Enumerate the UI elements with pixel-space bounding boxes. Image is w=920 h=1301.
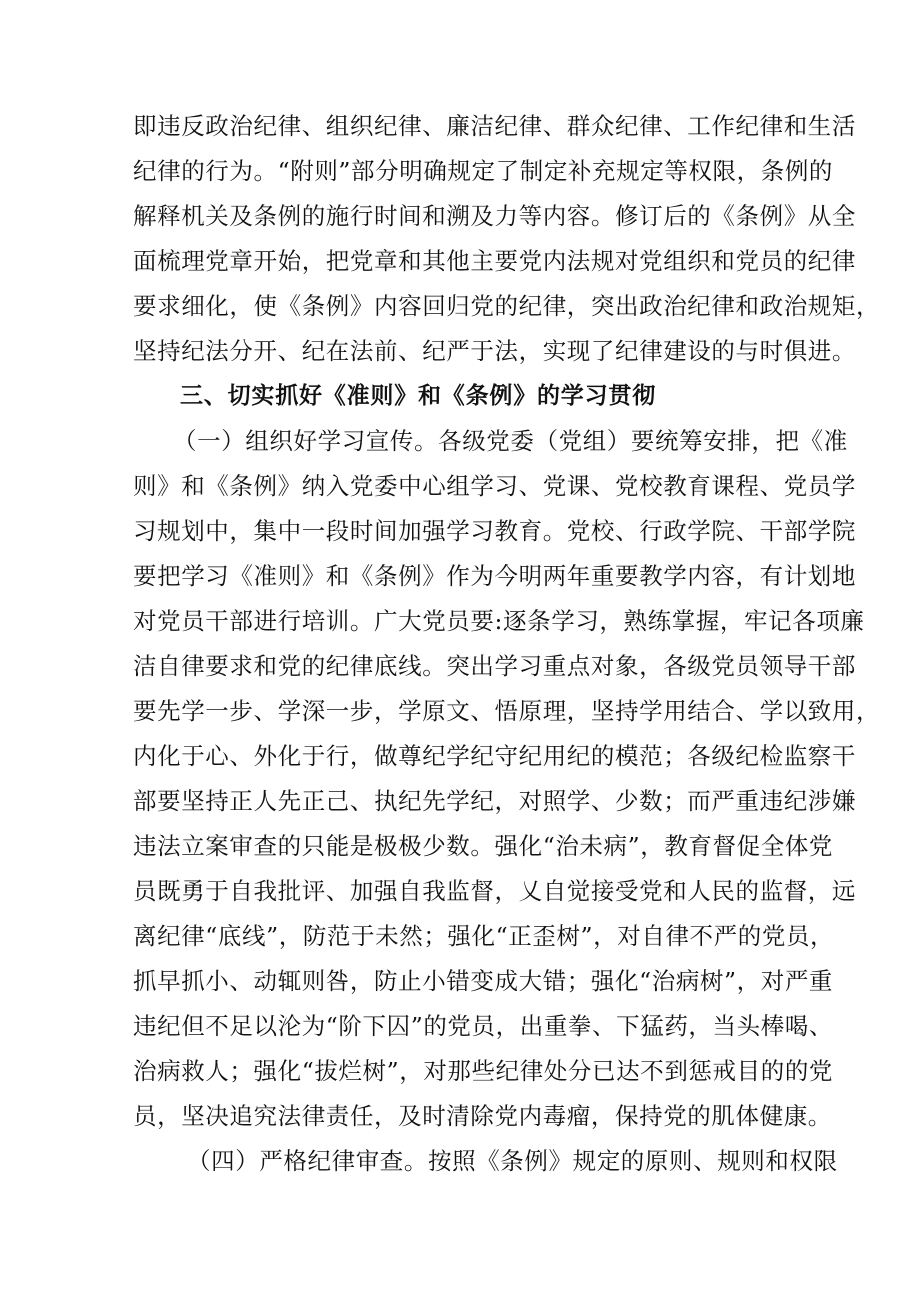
subsection-line-11: 员既勇于自我批评、加强自我监督，乂自觉接受党和人民的监督，远 [133,877,856,905]
paragraph-line-6: 坚持纪法分开、纪在法前、纪严于法，实现了纪律建设的与时俱进。 [133,337,856,365]
paragraph-line-4: 面梳理党章开始，把党章和其他主要党内法规对党组织和党员的纪律 [133,247,856,275]
paragraph-line-3: 解释机关及条例的施行时间和溯及力等内容。修订后的《条例》从全 [133,202,856,230]
subsection-line-16: 员，坚决追究法律责任，及时清除党内毒瘤，保持党的肌体健康。 [133,1102,832,1130]
subsection-line-9: 部要坚持正人先正己、执纪先学纪，对照学、少数；而严重违纪涉嫌 [133,787,856,815]
subsection-line-4: 要把学习《准则》和《条例》作为今明两年重要教学内容，有计划地 [133,562,856,590]
subsection-line-13: 抓早抓小、动辄则咎，防止小错变成大错；强化“治病树”，对严重 [133,967,834,995]
subsection-line-1: （一）组织好学习宣传。各级党委（党组）要统筹安排，把《准 [173,427,848,455]
subsection-line-2: 则》和《条例》纳入党委中心组学习、党课、党校教育课程、党员学 [133,472,856,500]
subsection-line-7: 要先学一步、学深一步，学原文、悟原理，坚持学用结合、学以致用， [133,697,881,725]
paragraph-line-2: 纪律的行为。“附则”部分明确规定了制定补充规定等权限，条例的 [133,157,834,185]
paragraph-line-1: 即违反政治纪律、组织纪律、廉洁纪律、群众纪律、工作纪律和生活 [133,112,856,140]
subsection-line-14: 违纪但不足以沦为“阶下囚”的党员，出重拳、下猛药，当头棒喝、 [133,1012,834,1040]
subsection-line-12: 离纪律“底线”，防范于未然；强化“正歪树”，对自律不严的党员， [133,922,835,950]
section-heading: 三、切实抓好《准则》和《条例》的学习贯彻 [180,383,656,409]
subsection-line-15: 治病救人；强化“拔烂树”，对那些纪律处分已达不到惩戒目的的党 [133,1057,834,1085]
subsection-line-10: 违法立案审查的只能是极极少数。强化“治未病”，教育督促全体党 [133,832,834,860]
next-subsection-line-1: （四）严格纪律审查。按照《条例》规定的原则、规则和权限 [187,1147,838,1175]
subsection-line-6: 洁自律要求和党的纪律底线。突出学习重点对象，各级党员领导干部 [133,652,856,680]
document-body [133,104,881,1184]
subsection-line-8: 内化于心、外化于行，做尊纪学纪守纪用纪的模范；各级纪检监察干 [133,742,856,770]
subsection-line-3: 习规划中，集中一段时间加强学习教育。党校、行政学院、干部学院 [133,517,856,545]
subsection-line-5: 对党员干部进行培训。广大党员要:逐条学习，熟练掌握，牢记各项廉 [133,607,865,635]
paragraph-line-5: 要求细化，使《条例》内容回归党的纪律，突出政治纪律和政治规矩， [133,292,881,320]
